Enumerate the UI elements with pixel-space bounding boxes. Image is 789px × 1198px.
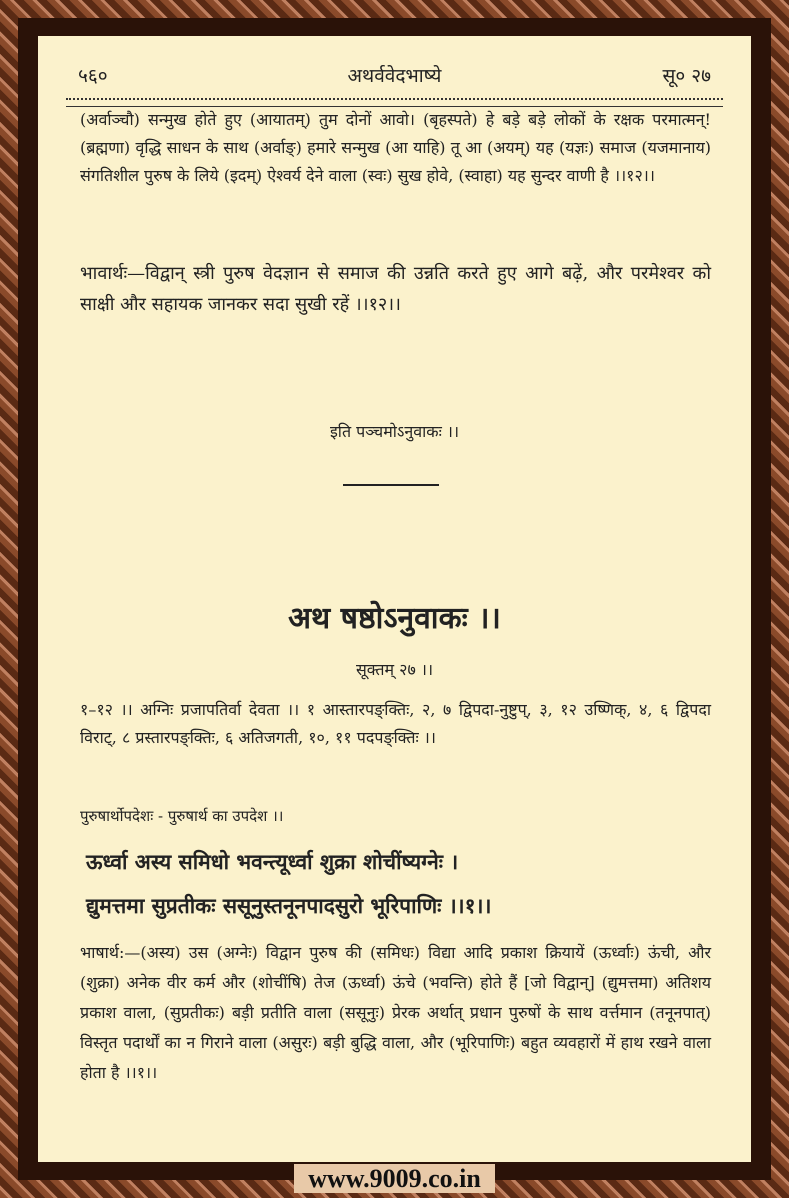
mantra-line-1: ऊर्ध्वा अस्य समिधो भवन्त्यूर्ध्वा शुक्रा शोचींष्यग्नेः ।: [86, 849, 459, 874]
upadesha-line: पुरुषार्थोपदेशः - पुरुषार्थ का उपदेश ।।: [80, 807, 284, 825]
page-header: [78, 62, 711, 92]
bhavartha-paragraph: भावार्थः—विद्वान् स्त्री पुरुष वेदज्ञान से समाज की उन्नति करते हुए आगे बढ़ें, और परमेश्वर को साक्षी और सहायक जानकर सदा सुखी रहें ।।१२।।: [80, 263, 711, 315]
book-page: [38, 36, 751, 1162]
sukta-heading: सूक्तम् २७ ।।: [355, 660, 434, 679]
commentary-paragraph: (अर्वाञ्चौ) सन्मुख होते हुए (आयातम्) तुम दोनों आवो। (बृहस्पते) हे बड़े बड़े लोकों के रक्षक परमात्मन्! (ब्रह्मणा) वृद्धि साधन के साथ (अर्वाङ्) हमारे सन्मुख (आ याहि) तू आ (अयम्) यह (यज्ञः) समाज (यजमानाय) संगतिशील पुरुष के लिये (इदम्) ऐश्वर्य देने वाला (स्वः) सुख होवे, (स्वाहा) यह सुन्दर वाणी है ।।१२।।: [80, 110, 711, 185]
devata-chhanda-line: १–१२ ।। अग्निः प्रजापतिर्वा देवता ।। १ आस्तारपङ्क्तिः, २, ७ द्विपदा-नुष्टुप्, ३, १२ उष्णिक्, ४, ६ द्विपदा विराट्, ८ प्रस्तारपङ्क्तिः, ६ अतिजगती, १०, ११ पदपङ्क्तिः ।।: [80, 700, 711, 747]
page-number: ५६०: [78, 65, 108, 87]
running-title: अथर्ववेदभाष्ये: [347, 65, 442, 87]
anuvaka-end-line: इति पञ्चमोऽनुवाकः ।।: [329, 422, 460, 441]
translation-paragraph: भाषार्थ:—(अस्य) उस (अग्नेः) विद्वान पुरुष की (समिधः) विद्या आदि प्रकाश क्रियायें (ऊर्ध्वाः) ऊंची, और (शुक्रा) अनेक वीर कर्म और (शोचींषि) तेज (ऊर्ध्वा) ऊंचे (भवन्ति) होते हैं [जो विद्वान्] (द्युमत्तमा) अतिशय प्रकाश वाला, (सुप्रतीकः) बड़ी प्रतीति वाला (ससूनुः) प्रेरक अर्थात् प्रधान पुरुषों के साथ वर्त्तमान (तनूनपात्) विस्तृत पदार्थों का न गिराने वाला (असुरः) बड़ी बुद्धि वाला, और (भूरिपाणिः) बहुत व्यवहारों में हाथ रखने वाला होता है ।।१।।: [80, 943, 711, 1082]
site-url: www.9009.co.in: [294, 1164, 495, 1193]
anuvaka-heading: अथ षष्ठोऽनुवाकः ।।: [288, 601, 501, 636]
sukta-reference: सू० २७: [662, 65, 711, 87]
site-footer: [0, 1162, 789, 1198]
section-divider: [343, 484, 439, 486]
mantra-line-2: द्युमत्तमा सुप्रतीकः ससूनुस्तनूनपादसुरो भूरिपाणिः ।।१।।: [86, 893, 492, 918]
